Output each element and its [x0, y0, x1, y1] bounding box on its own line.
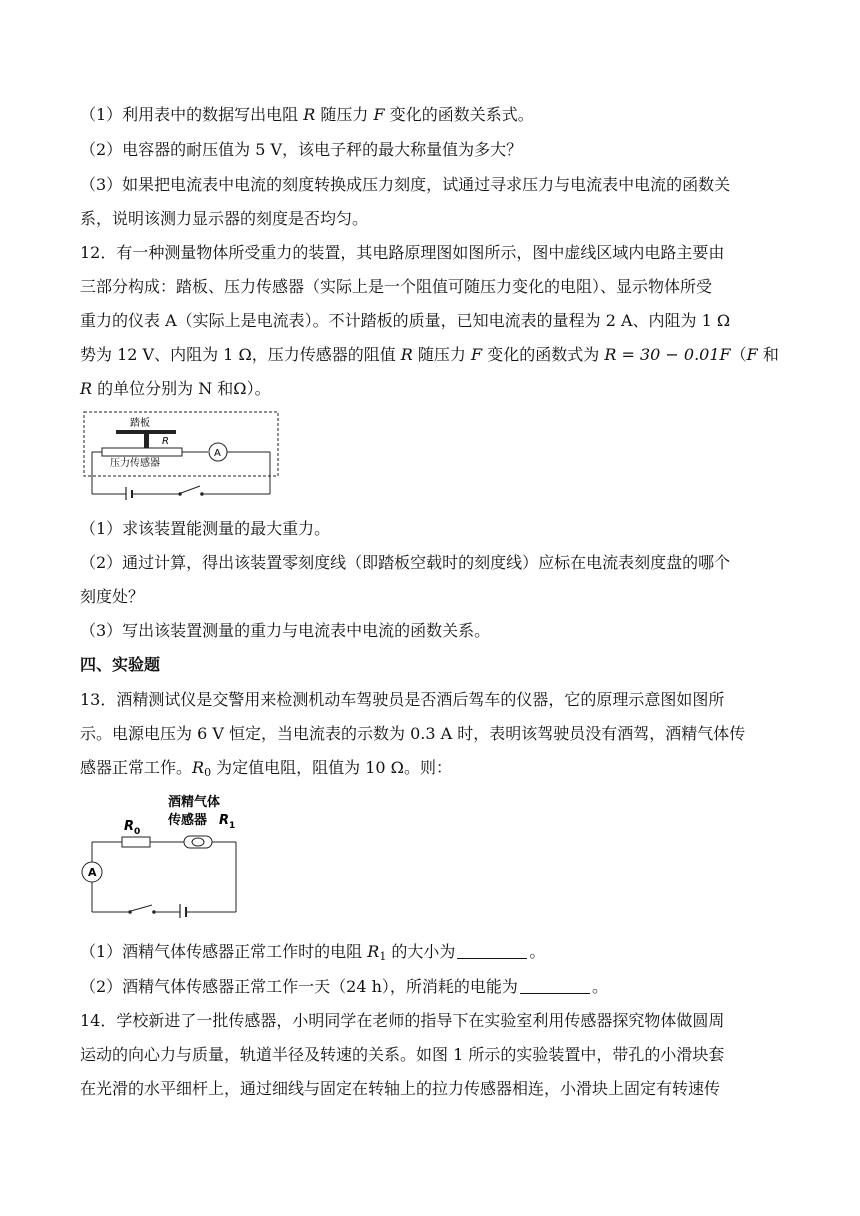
svg-text:0: 0	[134, 827, 141, 837]
pedal-stem	[144, 434, 149, 448]
q14-line3: 在光滑的水平细杆上，通过细线与固定在转轴上的拉力传感器相连，小滑块上固定有转速传	[80, 1079, 721, 1098]
sensor-label: 压力传感器	[110, 458, 160, 469]
q14-line1: 14．学校新进了一批传感器，小明同学在老师的指导下在实验室利用传感器探究物体做圆周	[80, 1011, 725, 1030]
q11-sub3-line2: 系，说明该测力显示器的刻度是否均匀。	[80, 209, 369, 228]
q11-sub3-line1: （3）如果把电流表中电流的刻度转换成压力刻度，试通过寻求压力与电流表中电流的函数关	[80, 175, 731, 194]
pedal-label: 踏板	[130, 418, 150, 429]
q11-sub2: （2）电容器的耐压值为 5 V，该电子秤的最大称量值为多大？	[80, 140, 523, 159]
q12-sub3: （3）写出该装置测量的重力与电流表中电流的函数关系。	[80, 621, 491, 640]
resistor-r-label: R	[162, 436, 169, 447]
q12-line2: 三部分构成：踏板、压力传感器（实际上是一个阻值可随压力变化的电阻）、显示物体所受	[80, 277, 713, 296]
section-heading: 四、实验题	[80, 655, 161, 674]
q11-sub1: （1）利用表中的数据写出电阻 R 随压力 F 变化的函数关系式。	[80, 105, 534, 124]
pressure-sensor	[102, 448, 182, 456]
pedal-plate	[116, 430, 176, 434]
q12-line3: 重力的仪表 A（实际上是电流表）。不计踏板的质量，已知电流表的量程为 2 A、内阻为 1 Ω	[80, 311, 731, 330]
q12-line5: R 的单位分别为 N 和Ω）。	[80, 379, 271, 398]
q13-line2: 示。电源电压为 6 V 恒定，当电流表的示数为 0.3 A 时，表明该驾驶员没有酒驾，酒精气体传	[80, 724, 746, 743]
answer-blank[interactable]	[457, 942, 527, 959]
q12-sub2-line1: （2）通过计算，得出该装置零刻度线（即踏板空载时的刻度线）应标在电流表刻度盘的哪个	[80, 553, 731, 572]
sensor-title-line2: 传感器	[168, 813, 208, 828]
q13-sub2: （2）酒精气体传感器正常工作一天（24 h），所消耗的电能为 。	[80, 977, 608, 996]
formula: R = 30 − 0.01F	[604, 345, 731, 364]
answer-blank[interactable]	[520, 977, 590, 994]
q13-sub1: （1）酒精气体传感器正常工作时的电阻 $R_1$ 的大小为 。	[80, 942, 546, 963]
resistor-r0	[122, 837, 150, 847]
q13-circuit-diagram	[78, 790, 248, 918]
q12-line1: 12．有一种测量物体所受重力的装置，其电路原理图如图所示，图中虚线区域内电路主要由	[80, 243, 725, 262]
sensor-title-line1: 酒精气体	[168, 795, 221, 810]
svg-text:1: 1	[229, 821, 236, 831]
svg-text:R: R	[219, 813, 230, 828]
r0-label: R	[124, 819, 135, 834]
svg-text:A: A	[88, 866, 97, 879]
q14-line2: 运动的向心力与质量，轨道半径及转速的关系。如图 1 所示的实验装置中，带孔的小滑块套	[80, 1045, 725, 1064]
q12-sub1: （1）求该装置能测量的最大重力。	[80, 519, 331, 538]
ammeter-label: A	[214, 448, 221, 459]
q13-line1: 13．酒精测试仪是交警用来检测机动车驾驶员是否酒后驾车的仪器，它的原理示意图如图所	[80, 690, 725, 709]
q12-line4: 势为 12 V、内阻为 1 Ω，压力传感器的阻值 R 随压力 F 变化的函数式为 R = 30 − 0.01F（F 和	[80, 345, 779, 364]
q12-circuit-diagram	[82, 410, 282, 500]
q12-sub2-line2: 刻度处？	[80, 587, 145, 606]
q13-line3: 感器正常工作。$R_0$ 为定值电阻，阻值为 10 Ω。则：	[80, 758, 452, 779]
